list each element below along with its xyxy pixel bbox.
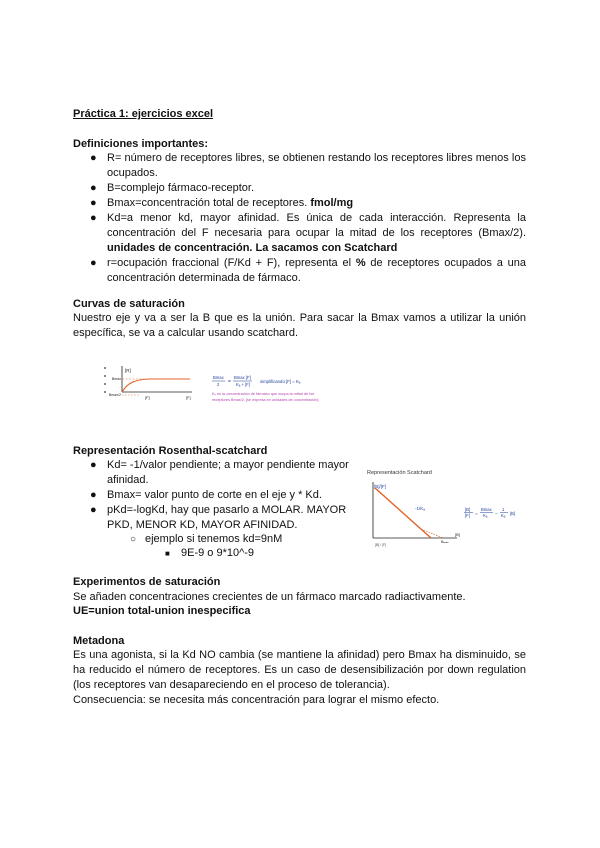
eq-r-top: 1: [502, 507, 505, 512]
x-end-label: [B]: [455, 532, 460, 537]
sub-list-item: ○ ejemplo si tenemos kd=9nM: [130, 533, 283, 545]
equals-sign: =: [475, 512, 478, 517]
eq-left-bot: [F]: [465, 513, 470, 518]
curvas-text: Nuestro eje y va a ser la B que es la unión. Para sacar la Bmax vamos a utilizar la unión específica, se va a calcular usando scatchard.: [73, 312, 526, 339]
eq-r-bot: Kₐ: [501, 513, 506, 518]
x-bmax-label: Bₘₐₓ: [441, 540, 449, 544]
metadona-heading: Metadona: [73, 635, 125, 647]
eq-left-num: Bmax: [213, 375, 224, 380]
list-item: ● B=complejo fármaco-receptor.: [90, 182, 255, 194]
bullet-icon: ●: [90, 489, 97, 501]
eq-left-top: [B]: [465, 507, 471, 512]
saturation-curve-figure: [100, 362, 380, 414]
bullet-icon: ●: [90, 197, 97, 209]
y-axis-label: [B]/[F]: [374, 484, 387, 489]
bullet-icon: ●: [90, 257, 97, 269]
tick-dot: [104, 367, 106, 369]
list-item: ● Kd= -1/valor pendiente; a mayor pendiente mayor afinidad.: [90, 459, 349, 486]
scatchard-list: [90, 458, 363, 533]
eq-right-num: Bmax [F]: [234, 375, 251, 380]
list-item: ● Bmax= valor punto de corte en el eje y * Kd.: [90, 489, 322, 501]
list-item: ● pKd=-logKd, hay que pasarlo a MOLAR. MAYOR PKD, MENOR KD, MAYOR AFINIDAD.: [90, 504, 347, 531]
x-f-label: [F]: [145, 395, 150, 400]
axis-caption: [B] / [F]: [375, 543, 387, 547]
bmax-label: Bmax: [111, 377, 121, 381]
curvas-heading: Curvas de saturación: [73, 298, 185, 310]
equals-sign: =: [228, 379, 231, 385]
page-title: Práctica 1: ejercicios excel: [73, 108, 214, 120]
scatchard-heading: Representación Rosenthal-scatchard: [73, 445, 268, 457]
x-end-label: [F]: [186, 395, 191, 400]
eq-right-den: Kₐ + [F]: [236, 382, 251, 387]
bullet-icon: ●: [90, 504, 97, 516]
y-axis-label: [R]: [125, 368, 131, 373]
list-item: ● Kd=a menor kd, mayor afinidad. Es única de cada interacción. Representa la concentración del F necesaria para ocupar la mitad de los receptores (Bmax/2). unidades de concentración. La sacamos con Scatchard: [90, 212, 526, 254]
caption-line-1: Kₐ es la concentración de fármaco que ocupa la mitad de los: [212, 392, 315, 396]
extension-line: [421, 529, 443, 538]
square-bullet-icon: ■: [165, 549, 170, 558]
eq-left-den: 2: [217, 382, 220, 387]
experimentos-bold-line: UE=union total-union inespecifica: [73, 605, 251, 617]
bullet-icon: ●: [90, 152, 97, 164]
metadona-consequence: Consecuencia: se necesita más concentración para lograr el mismo efecto.: [73, 694, 440, 706]
caption-line-2: receptores Bmax/2, [se expresa en unidades de concentración]: [212, 398, 319, 402]
eq-mid-top: Bmax: [481, 507, 492, 512]
list-item: ● R= número de receptores libres, se obtienen restando los receptores libres menos los ocupados.: [90, 152, 526, 179]
scatchard-line: [375, 488, 431, 538]
bmax-half-label: Bmax/2: [108, 393, 121, 397]
minus-sign: −: [495, 512, 498, 517]
eq-note: simplificando [F] = Kₐ: [260, 379, 301, 384]
sub-sub-list-item: ■ 9E-9 o 9*10^-9: [165, 547, 255, 559]
tick-dot: [104, 375, 106, 377]
circle-bullet-icon: ○: [130, 534, 137, 545]
experimentos-heading: Experimentos de saturación: [73, 576, 221, 588]
bullet-icon: ●: [90, 182, 97, 194]
tick-dot: [104, 383, 106, 385]
bullet-icon: ●: [90, 459, 97, 471]
eq-mid-bot: Kₐ: [483, 513, 488, 518]
scatchard-figure: [365, 466, 525, 548]
figure-title: Representación Scatchard: [367, 470, 432, 476]
metadona-text: Es una agonista, si la Kd NO cambia (se mantiene la afinidad) pero Bmax ha disminuido, se ha reducido el número de receptores. Es un caso de desensibilización por down regulation (los receptores van desapareciendo en el proceso de tolerancia).: [73, 649, 526, 691]
list-item: ● r=ocupación fraccional (F/Kd + F), representa el % de receptores ocupados a una concentración determinada de fármaco.: [90, 257, 526, 284]
saturation-curve: [122, 379, 190, 392]
list-item: ● Bmax=concentración total de receptores. fmol/mg: [90, 197, 354, 209]
slope-label: -1/Kₐ: [415, 506, 425, 511]
definiciones-heading: Definiciones importantes:: [73, 138, 209, 150]
definiciones-list: [90, 151, 526, 286]
bullet-icon: ●: [90, 212, 97, 224]
eq-tail: [B]: [510, 511, 516, 516]
experimentos-text: Se añaden concentraciones crecientes de un fármaco marcado radiactivamente.: [73, 591, 466, 603]
tick-dot: [104, 391, 106, 393]
